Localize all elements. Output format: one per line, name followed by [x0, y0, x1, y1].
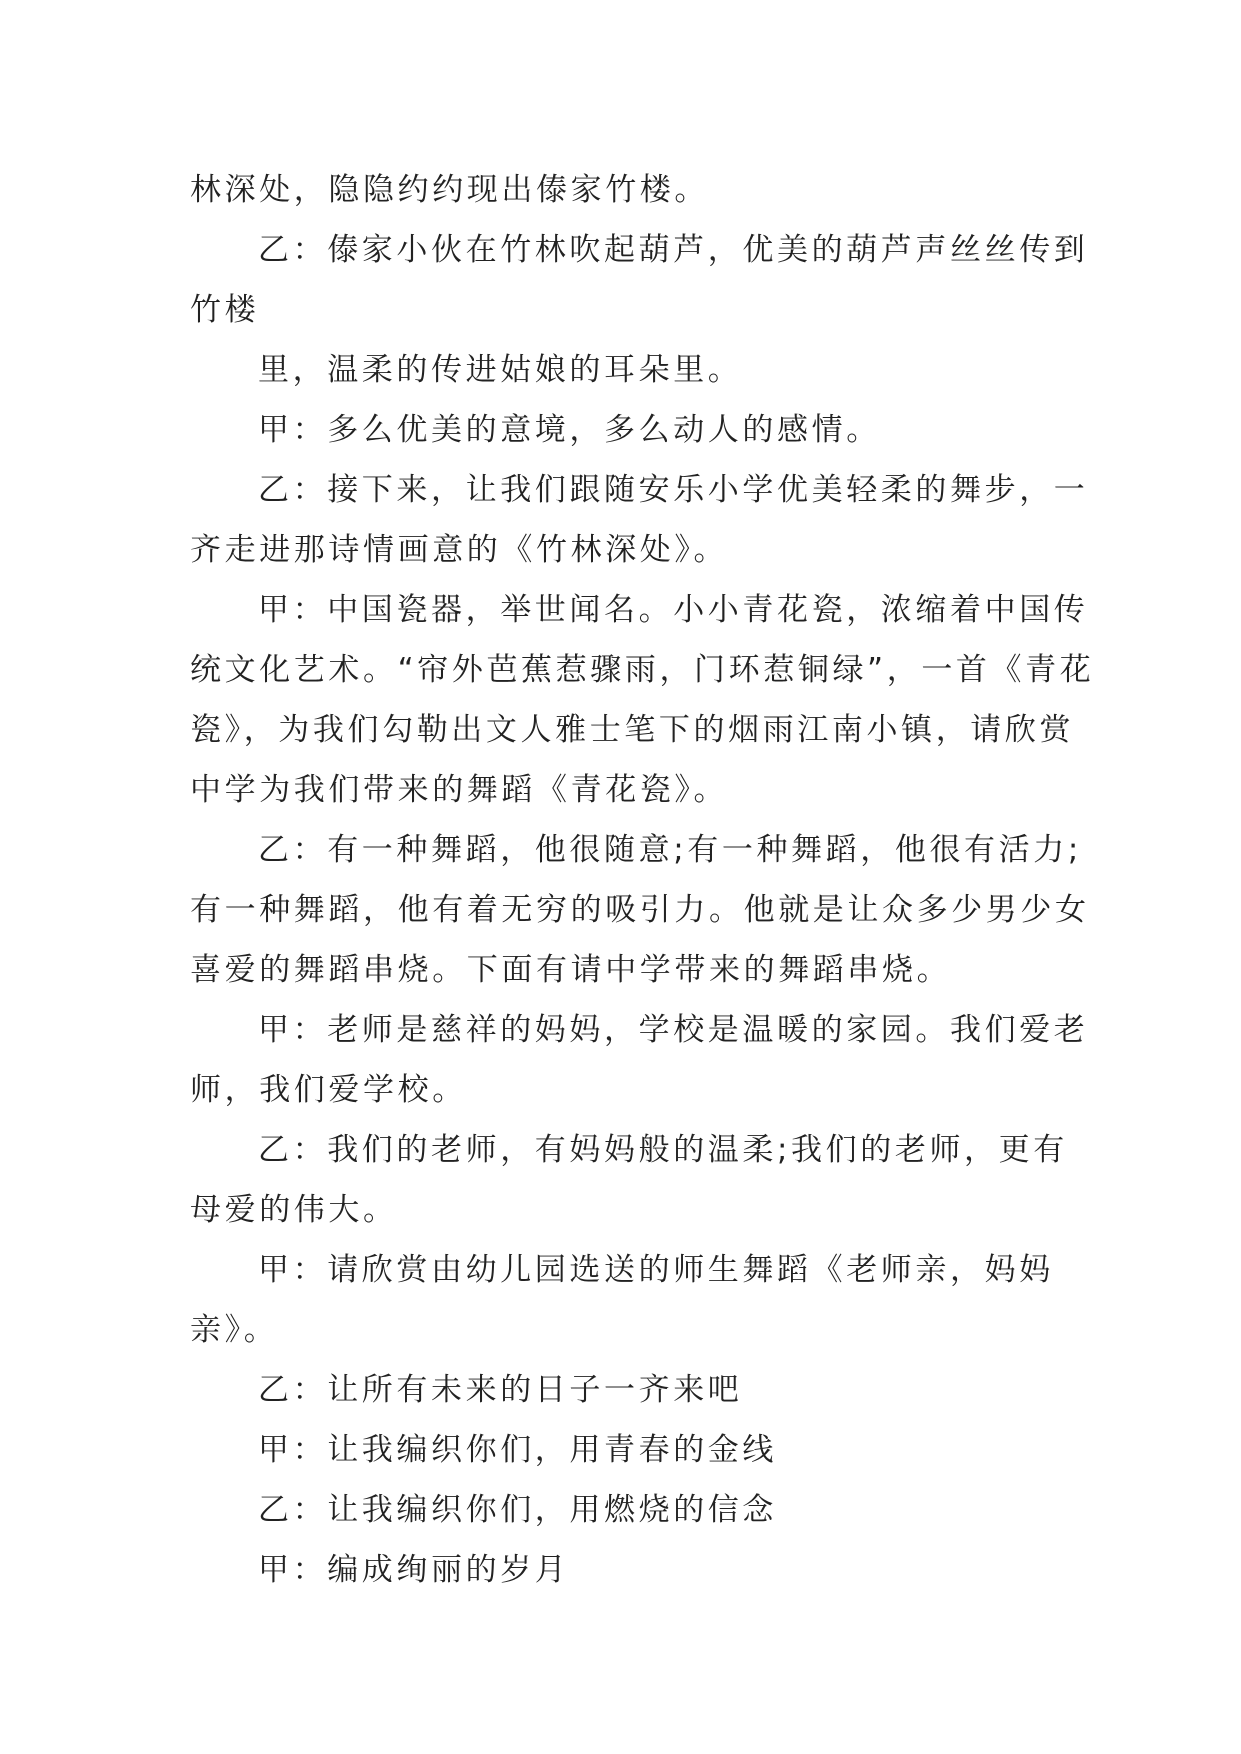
text-line: 乙：傣家小伙在竹林吹起葫芦，优美的葫芦声丝丝传到 — [258, 232, 1089, 268]
text-line: 甲：让我编织你们，用青春的金线 — [258, 1432, 777, 1468]
text-line: 喜爱的舞蹈串烧。下面有请中学带来的舞蹈串烧。 — [190, 952, 952, 988]
text-line: 里，温柔的传进姑娘的耳朵里。 — [258, 352, 743, 388]
text-line: 亲》。 — [190, 1312, 279, 1348]
text-line: 乙：我们的老师，有妈妈般的温柔;我们的老师，更有 — [258, 1132, 1068, 1168]
text-line: 统文化艺术。“帘外芭蕉惹骤雨，门环惹铜绿”，一首《青花 — [190, 652, 1095, 688]
text-line: 甲：编成绚丽的岁月 — [258, 1552, 570, 1588]
text-line: 乙：有一种舞蹈，他很随意;有一种舞蹈，他很有活力; — [258, 832, 1082, 868]
text-line: 甲：请欣赏由幼儿园选送的师生舞蹈《老师亲，妈妈 — [258, 1252, 1054, 1288]
text-line: 齐走进那诗情画意的《竹林深处》。 — [190, 532, 729, 568]
text-line: 林深处，隐隐约约现出傣家竹楼。 — [190, 172, 709, 208]
text-line: 瓷》，为我们勾勒出文人雅士笔下的烟雨江南小镇，请欣赏 — [190, 712, 1075, 748]
text-line: 师，我们爱学校。 — [190, 1072, 467, 1108]
text-line: 乙：让所有未来的日子一齐来吧 — [258, 1372, 743, 1408]
text-line: 中学为我们带来的舞蹈《青花瓷》。 — [190, 772, 729, 808]
text-line: 甲：老师是慈祥的妈妈，学校是温暖的家园。我们爱老 — [258, 1012, 1089, 1048]
text-line: 乙：接下来，让我们跟随安乐小学优美轻柔的舞步，一 — [258, 472, 1089, 508]
text-line: 甲：中国瓷器，举世闻名。小小青花瓷，浓缩着中国传 — [258, 592, 1089, 628]
text-line: 竹楼 — [190, 292, 260, 328]
text-line: 有一种舞蹈，他有着无穷的吸引力。他就是让众多少男少女 — [190, 892, 1090, 928]
text-line: 母爱的伟大。 — [190, 1192, 398, 1228]
text-line: 乙：让我编织你们，用燃烧的信念 — [258, 1492, 777, 1528]
body-text — [190, 160, 1095, 1600]
text-line: 甲：多么优美的意境，多么动人的感情。 — [258, 412, 881, 448]
